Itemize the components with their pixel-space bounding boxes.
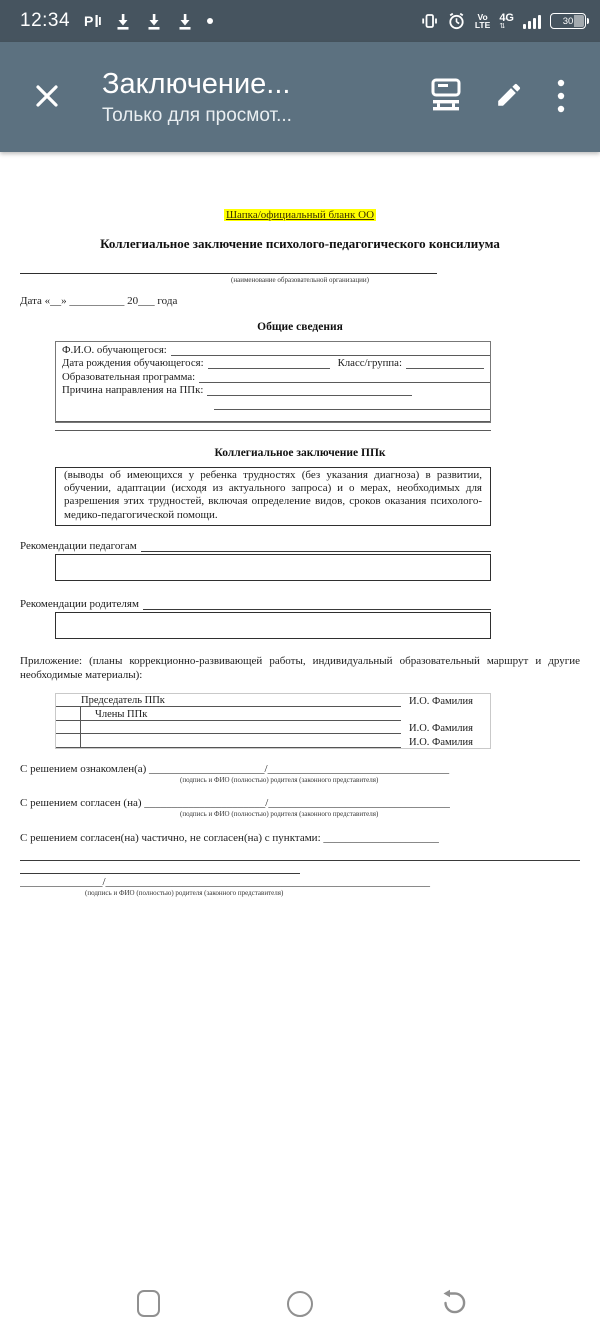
organization-name-caption: (наименование образовательной организации) (231, 276, 369, 284)
battery-percent: 30 (562, 15, 574, 27)
table-row (56, 396, 490, 410)
status-bar (0, 0, 600, 42)
android-nav-bar (0, 1270, 600, 1337)
recommendations-parents-row (20, 598, 491, 610)
table-row (56, 356, 490, 370)
table-row (56, 383, 490, 397)
table-row (56, 694, 490, 708)
recommendations-teachers-label: Рекомендации педагогам (20, 540, 137, 553)
field-label: Дата рождения обучающегося: (62, 357, 204, 369)
notification-dot-icon (207, 18, 213, 24)
document-title: Заключение... (102, 67, 291, 100)
edit-button[interactable] (482, 71, 534, 123)
back-arrow-icon (437, 1289, 467, 1319)
field-label: Ф.И.О. обучающегося: (62, 343, 167, 356)
download-complete-icon (145, 12, 163, 31)
pencil-icon (493, 81, 523, 114)
chair-label: Председатель ППк (81, 695, 209, 707)
write-in-line (20, 860, 580, 861)
mobile-network-4g-icon: 4G ⇅ (499, 11, 514, 30)
download-complete-icon (176, 12, 194, 31)
signal-strength-icon (523, 14, 541, 29)
alarm-clock-icon (447, 12, 466, 31)
highlighted-header-placeholder: Шапка/официальный бланк ОО (225, 209, 375, 221)
back-button[interactable] (428, 1284, 476, 1324)
recents-square-icon (137, 1290, 160, 1317)
extra-write-line (55, 430, 491, 431)
signature-caption: (подпись и ФИО (полностью) родителя (законного представителя) (85, 888, 284, 897)
organization-name-line (20, 273, 437, 274)
general-info-heading: Общие сведения (257, 321, 343, 333)
table-row (56, 369, 490, 383)
print-layout-icon (429, 77, 463, 118)
final-signature-line: _______________/___________________________________________________________ (20, 875, 431, 888)
table-row (56, 734, 490, 748)
table-row (56, 410, 490, 422)
signature-caption: (подпись и ФИО (полностью) родителя (законного представителя) (180, 809, 379, 818)
recommendations-parents-label: Рекомендации родителям (20, 598, 139, 611)
signer-name: И.О. Фамилия (409, 736, 473, 748)
home-button[interactable] (276, 1284, 324, 1324)
conclusion-heading: Коллегиальное заключение ППк (214, 446, 386, 459)
document-page[interactable] (0, 152, 600, 1270)
general-info-table (55, 341, 491, 423)
attachment-paragraph: Приложение: (планы коррекционно-развивающей работы, индивидуальный образовательный маршрут и другие необходимые материалы): (20, 655, 580, 682)
date-line: Дата «__» __________ 20___ года (20, 295, 178, 307)
recommendations-parents-box (55, 612, 491, 639)
acknowledged-line: С решением ознакомлен(а) _____________________/_________________________________ (20, 762, 450, 775)
volte-icon: Vo LTE (474, 11, 491, 30)
agree-line: С решением согласен (на) ______________________/_________________________________ (20, 796, 450, 809)
signer-name: И.О. Фамилия (409, 723, 473, 735)
view-only-label: Только для просмот... (102, 104, 292, 126)
vibrate-mode-icon (421, 12, 438, 30)
table-row (56, 342, 490, 356)
close-button[interactable] (24, 74, 70, 120)
three-dot-menu-icon (557, 79, 565, 116)
signature-table (55, 693, 491, 749)
recommendations-teachers-box (55, 554, 491, 581)
home-circle-icon (287, 1291, 313, 1317)
overflow-menu-button[interactable] (544, 71, 578, 123)
app-bar (0, 42, 600, 152)
signer-name: И.О. Фамилия (409, 696, 473, 708)
document-title-block (80, 68, 410, 127)
download-complete-icon (114, 12, 132, 31)
svg-text:P: P (84, 13, 94, 29)
clock-text: 12:34 (20, 10, 71, 31)
table-row (56, 721, 490, 735)
conclusion-description-box: (выводы об имеющихся у ребенка трудностях (без указания диагноза) в развитии, обучении, адаптации (исходя из актуального запроса) и о мерах, необходимых для разрешения этих трудностей, включая определение видов, сроков оказания психолого-медико-педагогической помощи. (55, 467, 491, 527)
field-label: Класс/группа: (337, 357, 402, 369)
field-label: Причина направления на ППк: (62, 384, 204, 396)
form-title: Коллегиальное заключение психолого-педагогического консилиума (100, 236, 500, 251)
close-icon (32, 81, 62, 114)
table-row (56, 707, 490, 721)
write-in-line (20, 873, 300, 874)
signature-caption: (подпись и ФИО (полностью) родителя (законного представителя) (180, 775, 379, 784)
recents-button[interactable] (124, 1284, 172, 1324)
members-label: Члены ППк (81, 709, 209, 721)
partial-agree-line: С решением согласен(на) частично, не согласен(на) с пунктами: _____________________ (20, 831, 439, 844)
battery-icon (550, 13, 586, 29)
recommendations-teachers-row (20, 540, 491, 552)
powerpoint-notification-icon (83, 12, 101, 30)
print-layout-toggle-button[interactable] (420, 71, 472, 123)
field-label: Образовательная программа: (62, 370, 196, 383)
